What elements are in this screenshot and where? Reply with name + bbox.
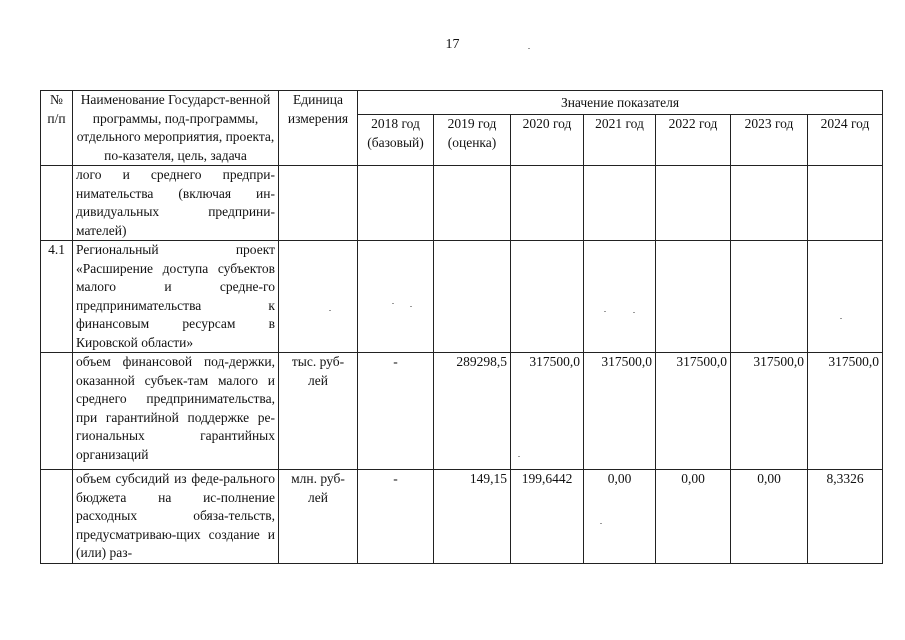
row-name: лого и среднего предпри-нимательства (включая ин-дивидуальных предприни-мателей) [73,166,279,241]
header-row [41,91,883,115]
scan-speck [604,311,606,312]
row-num [41,470,73,564]
row-unit: тыс. руб-лей [279,353,358,470]
scan-speck [633,312,635,313]
cell-2024 [808,166,883,241]
cell-2022: 317500,0 [656,353,731,470]
header-year-2024: 2024 год [808,115,883,166]
row-unit [279,241,358,353]
cell-2022: 0,00 [656,470,731,564]
scan-speck [518,456,520,457]
cell-2019: 289298,5 [434,353,511,470]
header-unit: Единица измерения [279,91,358,166]
cell-2020 [511,166,584,241]
header-year-2023: 2023 год [731,115,808,166]
cell-2023: 0,00 [731,470,808,564]
header-value-group: Значение показателя [358,91,883,115]
header-year-2022: 2022 год [656,115,731,166]
cell-2018: - [358,470,434,564]
cell-2019: 149,15 [434,470,511,564]
cell-2022 [656,241,731,353]
cell-2023: 317500,0 [731,353,808,470]
header-num: № п/п [41,91,73,166]
cell-2024 [808,241,883,353]
page-number: 17 [445,37,460,52]
header-year-2018: 2018 год (базовый) [358,115,434,166]
cell-2022 [656,166,731,241]
cell-2023 [731,166,808,241]
cell-2021 [584,166,656,241]
header-name: Наименование Государст-венной программы, под-программы, отдельного мероприятия, проекта, по-казателя, цель, задача [73,91,279,166]
cell-2019 [434,166,511,241]
cell-2021: 317500,0 [584,353,656,470]
scan-speck [329,310,331,311]
cell-2018 [358,241,434,353]
cell-2024: 8,3326 [808,470,883,564]
row-unit: млн. руб-лей [279,470,358,564]
table-row [41,241,883,353]
scan-speck [840,318,842,319]
row-name: Региональный проект «Расширение доступа субъектов малого и средне-го предпринимательства к финансовым ресурсам в Кировской области» [73,241,279,353]
header-year-2020: 2020 год [511,115,584,166]
cell-2024: 317500,0 [808,353,883,470]
scan-speck [410,306,412,307]
cell-2023 [731,241,808,353]
row-num [41,353,73,470]
scan-speck [392,303,394,304]
cell-2019 [434,241,511,353]
header-year-2021: 2021 год [584,115,656,166]
cell-2020: 317500,0 [511,353,584,470]
row-unit [279,166,358,241]
indicators-table [40,90,883,564]
scan-speck [600,523,602,524]
row-name: объем финансовой под-держки, оказанной субъек-там малого и среднего предпринимательства, при гарантийной поддержке ре-гиональных гарантийных организаций [73,353,279,470]
header-year-2019: 2019 год (оценка) [434,115,511,166]
cell-2018: - [358,353,434,470]
cell-2021 [584,241,656,353]
row-num [41,166,73,241]
cell-2021: 0,00 [584,470,656,564]
scan-speck [528,48,530,49]
row-num: 4.1 [41,241,73,353]
table-row [41,470,883,564]
cell-2020: 199,6442 [511,470,584,564]
table-row [41,166,883,241]
cell-2018 [358,166,434,241]
row-name: объем субсидий из феде-рального бюджета на ис-полнение расходных обяза-тельств, предусматриваю-щих создание и (или) раз- [73,470,279,564]
cell-2020 [511,241,584,353]
table-row [41,353,883,470]
